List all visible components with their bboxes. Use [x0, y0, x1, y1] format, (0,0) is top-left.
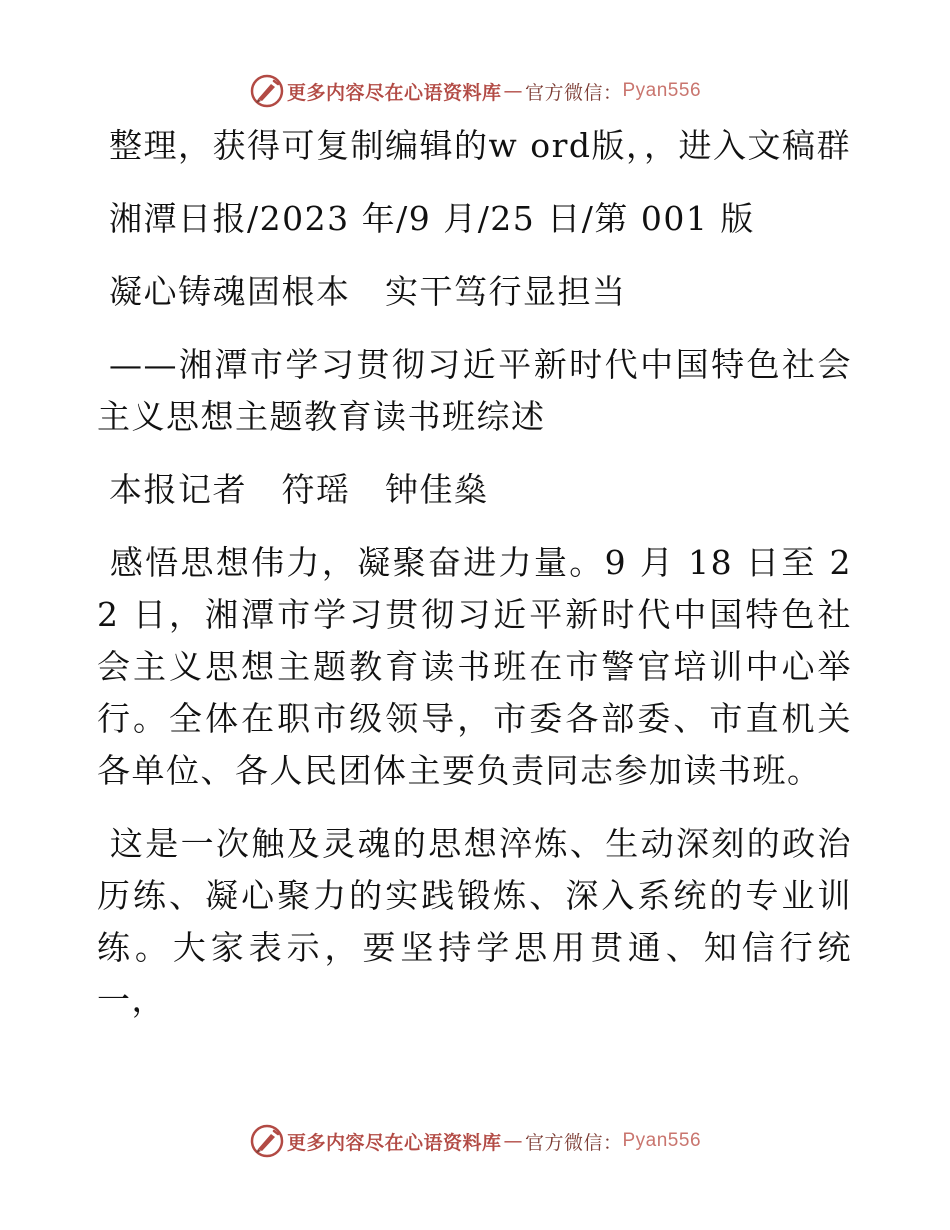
- footer-banner: [0, 1121, 950, 1161]
- banner-separator: —: [503, 1130, 523, 1152]
- doc-paragraph-body-1: 感悟思想伟力，凝聚奋进力量。9 月 18 日至 22 日，湘潭市学习贯彻习近平新时代中国特色社会主义思想主题教育读书班在市警官培训中心举行。全体在职市级领导，市委各部委、市直机关各单位、各人民团体主要负责同志参加读书班。: [97, 543, 852, 790]
- banner-main-text: 更多内容尽在心语资料库: [286, 81, 502, 104]
- header-banner: [0, 71, 950, 111]
- doc-paragraph-byline: 本报记者 符瑶 钟佳燊: [109, 470, 489, 509]
- banner-main-text: 更多内容尽在心语资料库: [286, 1131, 502, 1154]
- banner-wechat-id: Pyan556: [622, 1130, 702, 1151]
- pen-logo-icon: [249, 73, 285, 109]
- banner-wechat-label: 官方微信：: [524, 1131, 623, 1154]
- doc-paragraph-body-2: 这是一次触及灵魂的思想淬炼、生动深刻的政治历练、凝心聚力的实践锻炼、深入系统的专业训练。大家表示，要坚持学思用贯通、知信行统一，: [97, 824, 852, 1019]
- banner-wechat-label: 官方微信：: [524, 81, 623, 104]
- pen-logo-icon: [249, 1123, 285, 1159]
- doc-paragraph-title: 凝心铸魂固根本 实干笃行显担当: [109, 272, 627, 311]
- banner-wechat-id: Pyan556: [622, 80, 702, 101]
- doc-paragraph-source: 湘潭日报/2023 年/9 月/25 日/第 001 版: [109, 199, 755, 238]
- document-body: [97, 120, 852, 1047]
- banner-separator: —: [503, 80, 523, 102]
- doc-paragraph-intro: 整理，获得可复制编辑的w ord版，，进入文稿群: [109, 126, 852, 165]
- doc-paragraph-subtitle: ——湘潭市学习贯彻习近平新时代中国特色社会主义思想主题教育读书班综述: [97, 345, 852, 436]
